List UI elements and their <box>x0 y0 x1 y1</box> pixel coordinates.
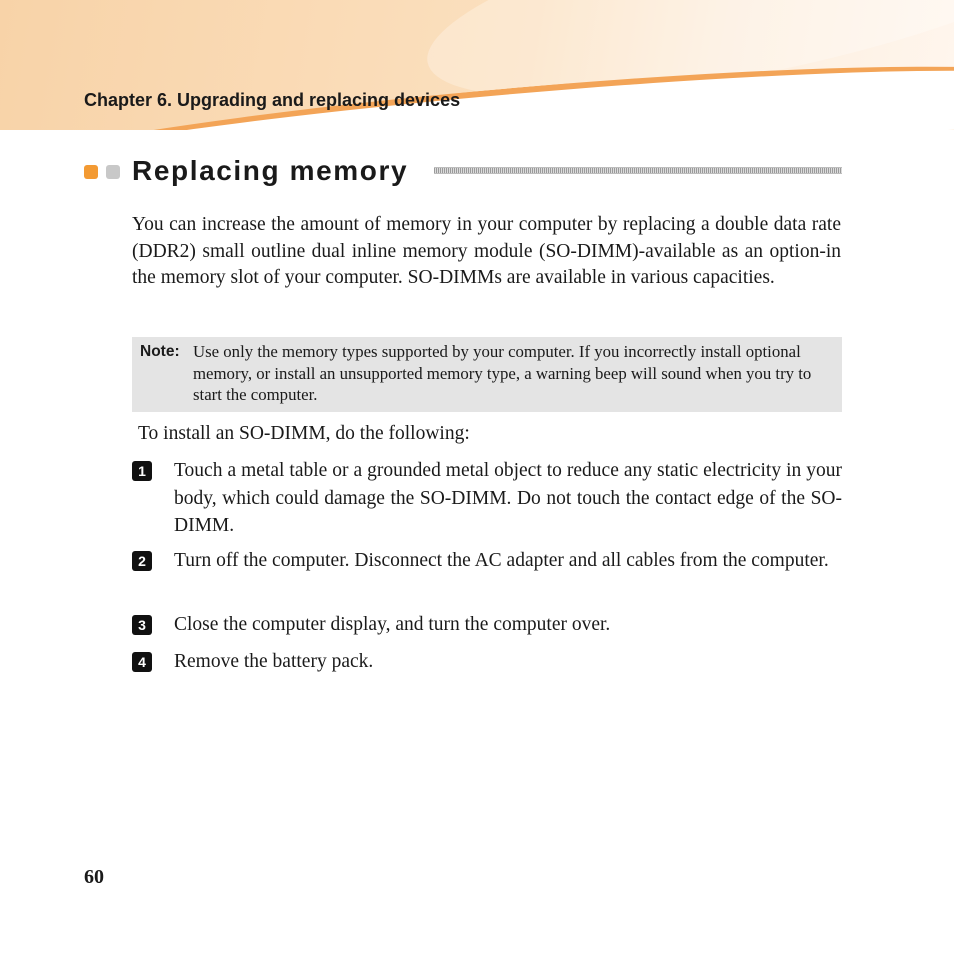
note-box <box>132 337 842 412</box>
section-heading <box>84 155 842 191</box>
step-number-1-icon: 1 <box>132 461 152 481</box>
steps-intro: To install an SO-DIMM, do the following: <box>138 423 470 444</box>
step-number-4-icon: 4 <box>132 652 152 672</box>
step-text: Touch a metal table or a grounded metal object to reduce any static electricity in your body, which could damage the SO-DIMM. Do not touch the contact edge of the SO-DIMM. <box>174 460 842 536</box>
step-text: Remove the battery pack. <box>174 651 374 672</box>
step-text: Turn off the computer. Disconnect the AC adapter and all cables from the computer. <box>174 550 829 571</box>
gray-square-icon <box>106 165 120 179</box>
orange-square-icon <box>84 165 98 179</box>
chapter-heading: Chapter 6. Upgrading and replacing devices <box>84 90 461 110</box>
note-text: Use only the memory types supported by your computer. If you incorrectly install optional memory, or install an unsupported memory type, a warning beep will sound when you try to start the computer. <box>193 342 812 404</box>
step-number-2-icon: 2 <box>132 551 152 571</box>
note-label: Note: <box>140 343 180 360</box>
section-title: Replacing memory <box>132 155 409 186</box>
page-number: 60 <box>84 866 104 888</box>
heading-rule <box>434 167 842 174</box>
step-text: Close the computer display, and turn the computer over. <box>174 614 611 635</box>
step-number-3-icon: 3 <box>132 615 152 635</box>
intro-paragraph: You can increase the amount of memory in your computer by replacing a double data rate (DDR2) small outline dual inline memory module (SO-DIMM)-available as an option-in the memory slot of your computer. SO-DIMMs are available in various capacities. <box>132 214 841 288</box>
